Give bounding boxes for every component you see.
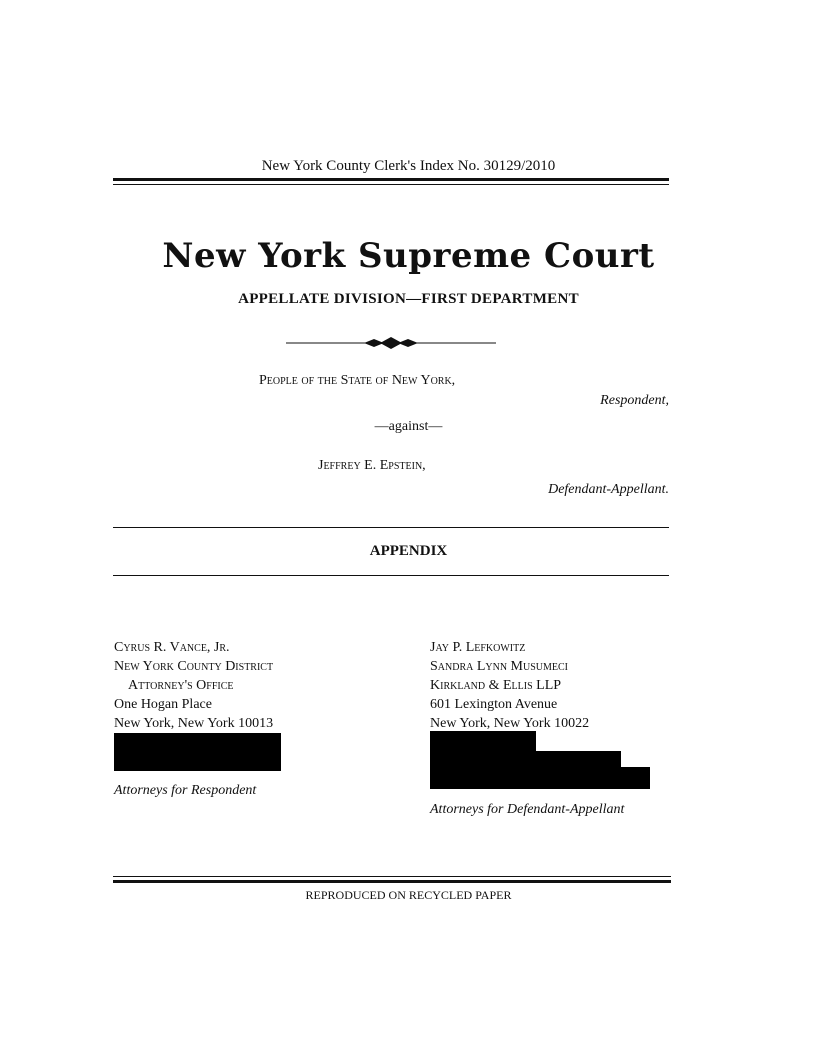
court-name: New York Supreme Court bbox=[162, 236, 655, 276]
appellant-redaction-a bbox=[430, 731, 536, 753]
appellant-role: Attorneys for Defendant-Appellant bbox=[430, 802, 625, 817]
plaintiff-role: Respondent, bbox=[600, 393, 669, 408]
appellant-attorney-name1: Jay P. Lefkowitz bbox=[430, 640, 526, 655]
versus-text: —against— bbox=[374, 419, 443, 434]
header-rule-thin bbox=[113, 184, 669, 185]
respondent-attorney-name: Cyrus R. Vance, Jr. bbox=[114, 640, 230, 655]
respondent-office-line2: Attorney's Office bbox=[128, 678, 234, 693]
respondent-role: Attorneys for Respondent bbox=[114, 783, 257, 798]
appellant-attorney-name2: Sandra Lynn Musumeci bbox=[430, 659, 569, 674]
defendant-role: Defendant-Appellant. bbox=[548, 482, 669, 497]
document-type: APPENDIX bbox=[369, 543, 448, 559]
respondent-counsel-block bbox=[114, 638, 273, 733]
plaintiff-name: People of the State of New York, bbox=[259, 373, 456, 388]
footer-rule-thin bbox=[113, 876, 671, 877]
appellant-address1: 601 Lexington Avenue bbox=[430, 697, 558, 712]
index-number: New York County Clerk's Index No. 30129/2010 bbox=[261, 158, 556, 174]
appendix-rule-top bbox=[113, 527, 669, 528]
respondent-address2: New York, New York 10013 bbox=[114, 716, 274, 731]
footer-rule-thick bbox=[113, 880, 671, 883]
ornament-divider bbox=[286, 333, 496, 353]
court-division: APPELLATE DIVISION—FIRST DEPARTMENT bbox=[238, 291, 579, 307]
appellant-address2: New York, New York 10022 bbox=[430, 716, 590, 731]
appellant-counsel-block bbox=[430, 638, 589, 733]
respondent-office-line1: New York County District bbox=[114, 659, 274, 674]
defendant-name: Jeffrey E. Epstein, bbox=[318, 458, 426, 473]
appellant-firm: Kirkland & Ellis LLP bbox=[430, 678, 562, 693]
footer-note: REPRODUCED ON RECYCLED PAPER bbox=[305, 888, 512, 902]
respondent-address1: One Hogan Place bbox=[114, 697, 212, 712]
respondent-redaction bbox=[114, 733, 281, 771]
header-rule-thick bbox=[113, 178, 669, 181]
appendix-rule-bottom bbox=[113, 575, 669, 576]
appellant-redaction-c bbox=[430, 767, 650, 789]
